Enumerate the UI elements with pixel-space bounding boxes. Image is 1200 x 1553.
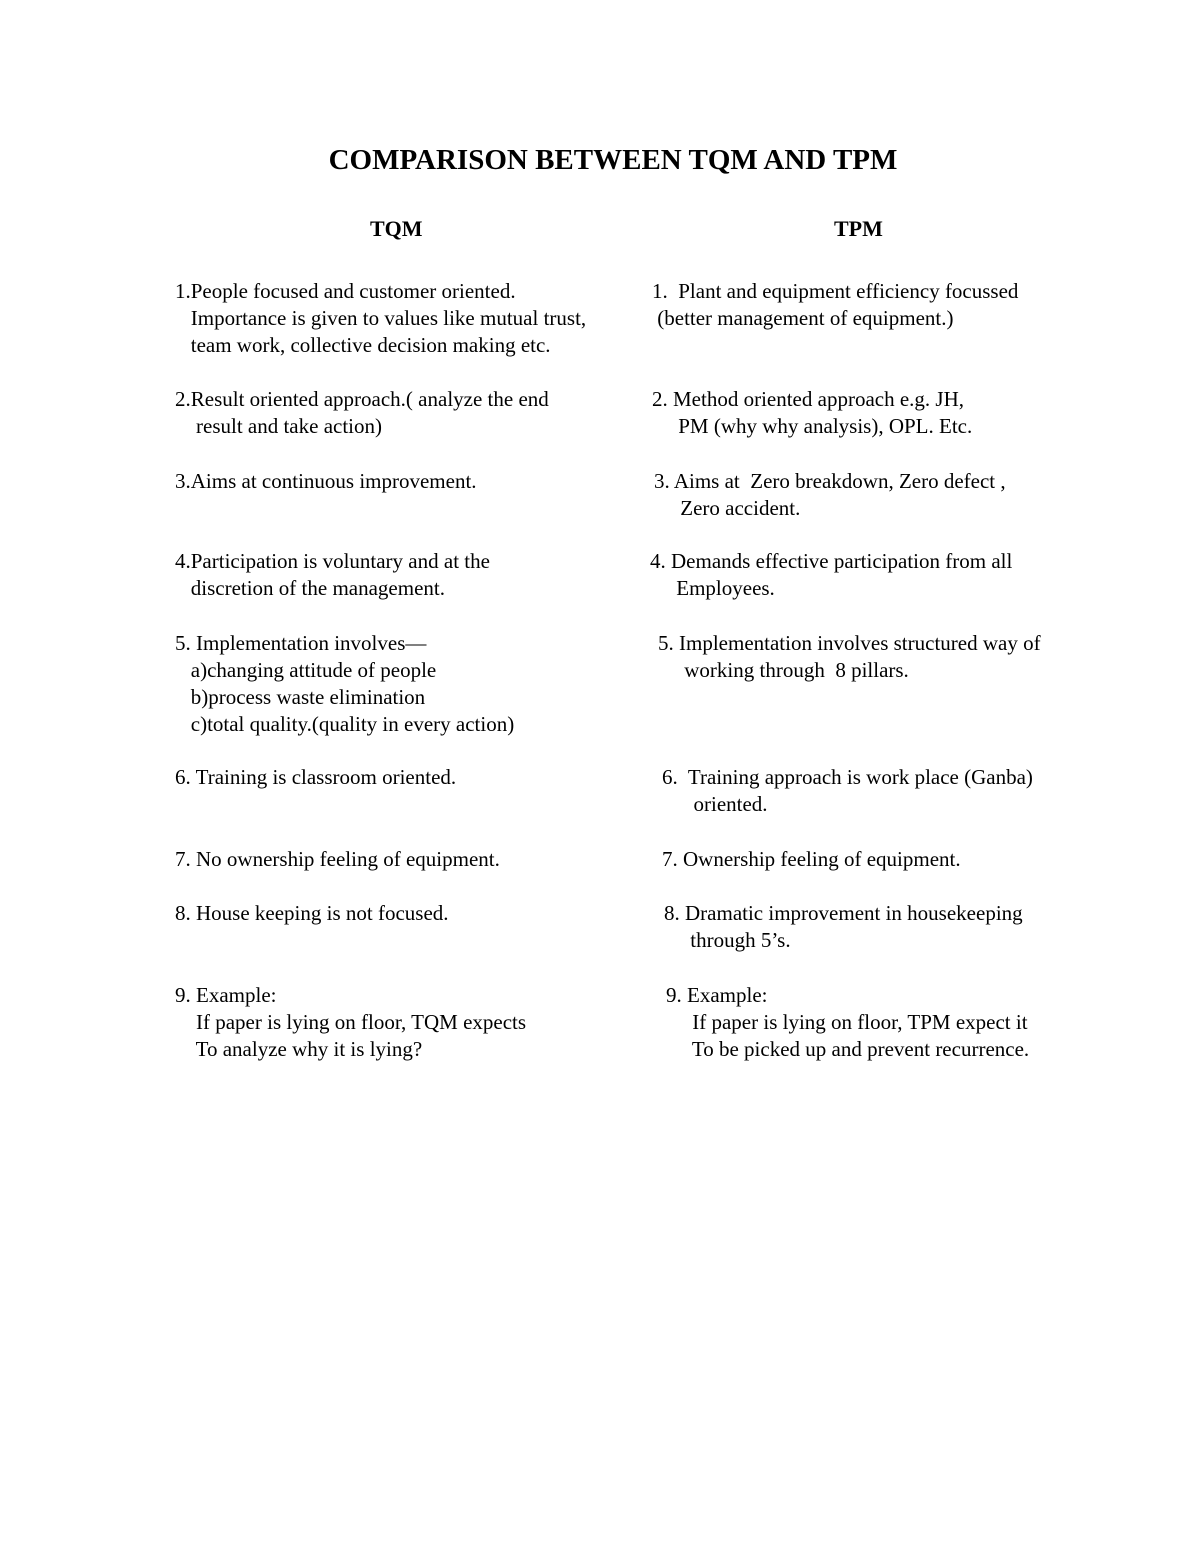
tpm-item-7-line-1: 7. Ownership feeling of equipment. xyxy=(662,847,961,871)
tqm-item-1-line-1: 1.People focused and customer oriented. xyxy=(175,279,516,303)
tqm-item-5-line-1: 5. Implementation involves— xyxy=(175,631,427,655)
tqm-item-6-line-1: 6. Training is classroom oriented. xyxy=(175,765,457,789)
tqm-item-8-line-1: 8. House keeping is not focused. xyxy=(175,901,449,925)
tqm-item-1-line-3: team work, collective decision making etc. xyxy=(175,333,551,357)
tqm-item-5-line-3: b)process waste elimination xyxy=(175,685,426,709)
tpm-item-5-line-2: working through 8 pillars. xyxy=(658,658,909,682)
tqm-item-5-line-2: a)changing attitude of people xyxy=(175,658,437,682)
tpm-item-6-line-1: 6. Training approach is work place (Ganba) xyxy=(662,765,1033,789)
tqm-item-3-line-1: 3.Aims at continuous improvement. xyxy=(175,469,477,493)
tpm-item-1-line-2: (better management of equipment.) xyxy=(652,306,954,330)
tpm-item-1-line-1: 1. Plant and equipment efficiency focussed xyxy=(652,279,1019,303)
tqm-item-4-line-1: 4.Participation is voluntary and at the xyxy=(175,549,490,573)
tqm-item-9-line-2: If paper is lying on floor, TQM expects xyxy=(175,1010,527,1034)
tpm-item-8-line-2: through 5’s. xyxy=(664,928,791,952)
tqm-item-5-line-4: c)total quality.(quality in every action) xyxy=(175,712,515,736)
tqm-column-heading: TQM xyxy=(370,216,423,241)
tqm-item-1-line-2: Importance is given to values like mutual trust, xyxy=(175,306,587,330)
tpm-item-4-line-1: 4. Demands effective participation from all xyxy=(650,549,1013,573)
tqm-item-9-line-3: To analyze why it is lying? xyxy=(175,1037,423,1061)
tqm-item-4-line-2: discretion of the management. xyxy=(175,576,445,600)
tpm-item-4-line-2: Employees. xyxy=(650,576,775,600)
tpm-item-2-line-2: PM (why why analysis), OPL. Etc. xyxy=(652,414,973,438)
page-title: COMPARISON BETWEEN TQM AND TPM xyxy=(328,144,898,176)
tpm-column-heading: TPM xyxy=(834,216,883,241)
tqm-item-7-line-1: 7. No ownership feeling of equipment. xyxy=(175,847,500,871)
tpm-item-8-line-1: 8. Dramatic improvement in housekeeping xyxy=(664,901,1023,925)
tqm-item-9-line-1: 9. Example: xyxy=(175,983,277,1007)
tqm-item-2-line-2: result and take action) xyxy=(175,414,383,438)
tpm-item-9-line-3: To be picked up and prevent recurrence. xyxy=(666,1037,1030,1061)
tpm-item-6-line-2: oriented. xyxy=(662,792,768,816)
tpm-item-2-line-1: 2. Method oriented approach e.g. JH, xyxy=(652,387,964,411)
tpm-item-3-line-1: 3. Aims at Zero breakdown, Zero defect , xyxy=(654,469,1006,493)
tpm-item-5-line-1: 5. Implementation involves structured way of xyxy=(658,631,1041,655)
tqm-item-2-line-1: 2.Result oriented approach.( analyze the end xyxy=(175,387,549,411)
tpm-item-3-line-2: Zero accident. xyxy=(654,496,801,520)
tpm-item-9-line-2: If paper is lying on floor, TPM expect it xyxy=(666,1010,1028,1034)
tpm-item-9-line-1: 9. Example: xyxy=(666,983,768,1007)
